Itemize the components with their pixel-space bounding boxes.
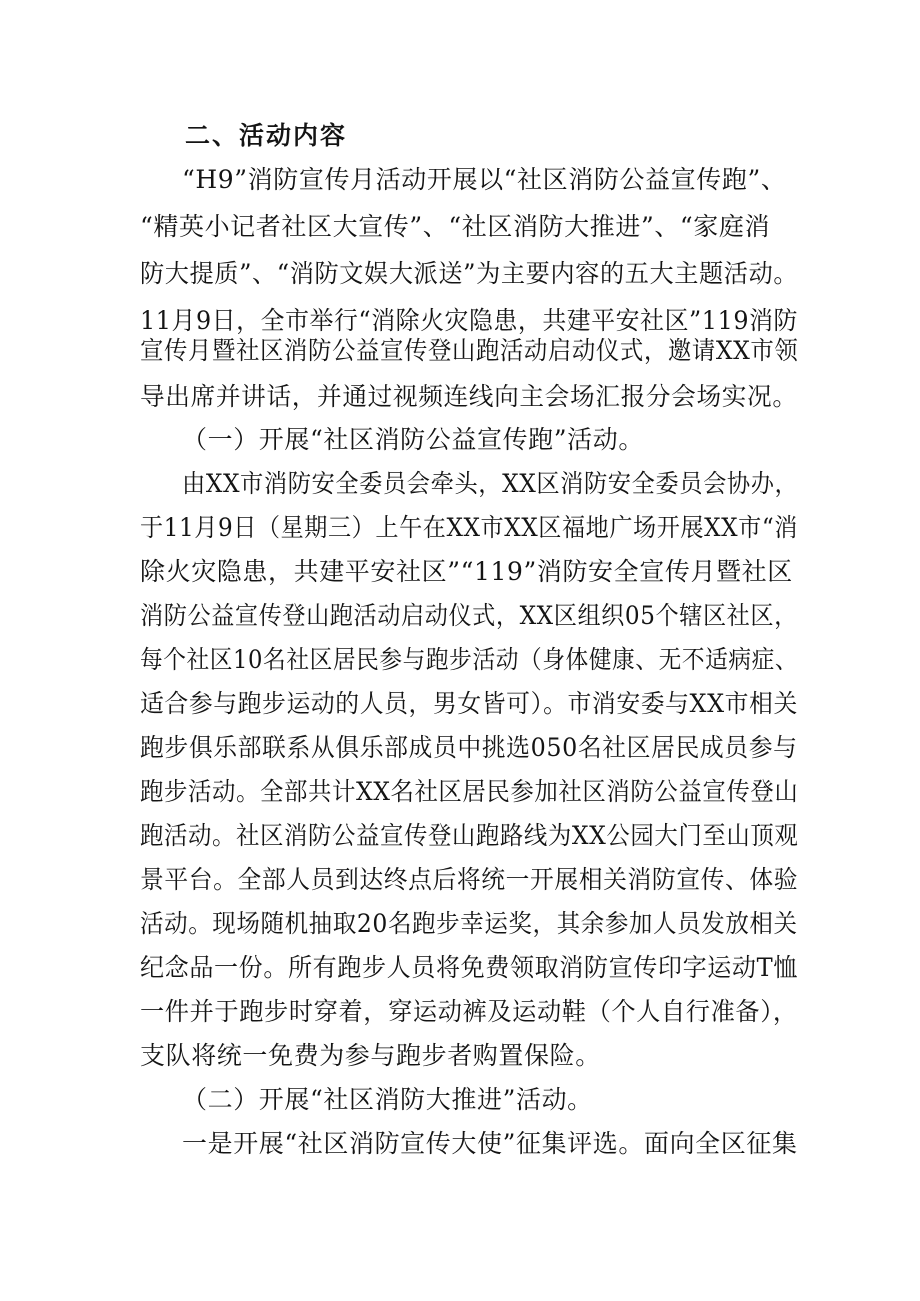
paragraph-line: 一件并于跑步时穿着，穿运动裤及运动鞋（个人自行准备）， — [140, 997, 798, 1026]
paragraph-line: 宣传月暨社区消防公益宣传登山跑活动启动仪式，邀请XX市领 — [140, 336, 799, 365]
paragraph-line: 消防公益宣传登山跑活动启动仪式，XX区组织05个辖区社区， — [140, 601, 798, 630]
paragraph-line: 支队将统一免费为参与跑步者购置保险。 — [140, 1041, 601, 1070]
paragraph-line: 防大提质”、“消防文娱大派送”为主要内容的五大主题活动。 — [140, 259, 799, 288]
subsection-heading: （二）开展“社区消防大推进”活动。 — [182, 1085, 593, 1114]
subsection-heading: （一）开展“社区消防公益宣传跑”活动。 — [182, 425, 644, 454]
paragraph-line: 跑步俱乐部联系从俱乐部成员中挑选050名社区居民成员参与 — [140, 733, 798, 762]
paragraph-line: 每个社区10名社区居民参与跑步活动（身体健康、无不适病症、 — [140, 645, 799, 674]
paragraph-line: 一是开展“社区消防宣传大使”征集评选。面向全区征集 — [182, 1129, 798, 1158]
paragraph-line: 11月9日，全市举行“消除火灾隐患，共建平安社区”119消防 — [140, 306, 798, 335]
paragraph-line: 除火灾隐患，共建平安社区”“119”消防安全宣传月暨社区 — [140, 557, 793, 586]
paragraph-line: 适合参与跑步运动的人员，男女皆可）。市消安委与XX市相关 — [140, 689, 798, 718]
paragraph-line: 由XX市消防安全委员会牵头，XX区消防安全委员会协办， — [182, 469, 799, 498]
paragraph-line: 于11月9日（星期三）上午在XX市XX区福地广场开展XX市“消 — [140, 513, 798, 542]
paragraph-line: 跑步活动。全部共计XX名社区居民参加社区消防公益宣传登山 — [140, 777, 799, 806]
paragraph-line: “H9”消防宣传月活动开展以“社区消防公益宣传跑”、 — [182, 165, 787, 194]
paragraph-line: 纪念品一份。所有跑步人员将免费领取消防宣传印字运动T恤 — [140, 953, 798, 982]
paragraph-line: 活动。现场随机抽取20名跑步幸运奖，其余参加人员发放相关 — [140, 909, 798, 938]
paragraph-line: “精英小记者社区大宣传”、“社区消防大推进”、“家庭消 — [140, 212, 771, 241]
paragraph-line: 景平台。全部人员到达终点后将统一开展相关消防宣传、体验 — [140, 865, 799, 894]
paragraph-line: 导出席并讲话，并通过视频连线向主会场汇报分会场实况。 — [140, 382, 798, 411]
paragraph-line: 跑活动。社区消防公益宣传登山跑路线为XX公园大门至山顶观 — [140, 821, 799, 850]
section-heading: 二、活动内容 — [185, 121, 348, 150]
